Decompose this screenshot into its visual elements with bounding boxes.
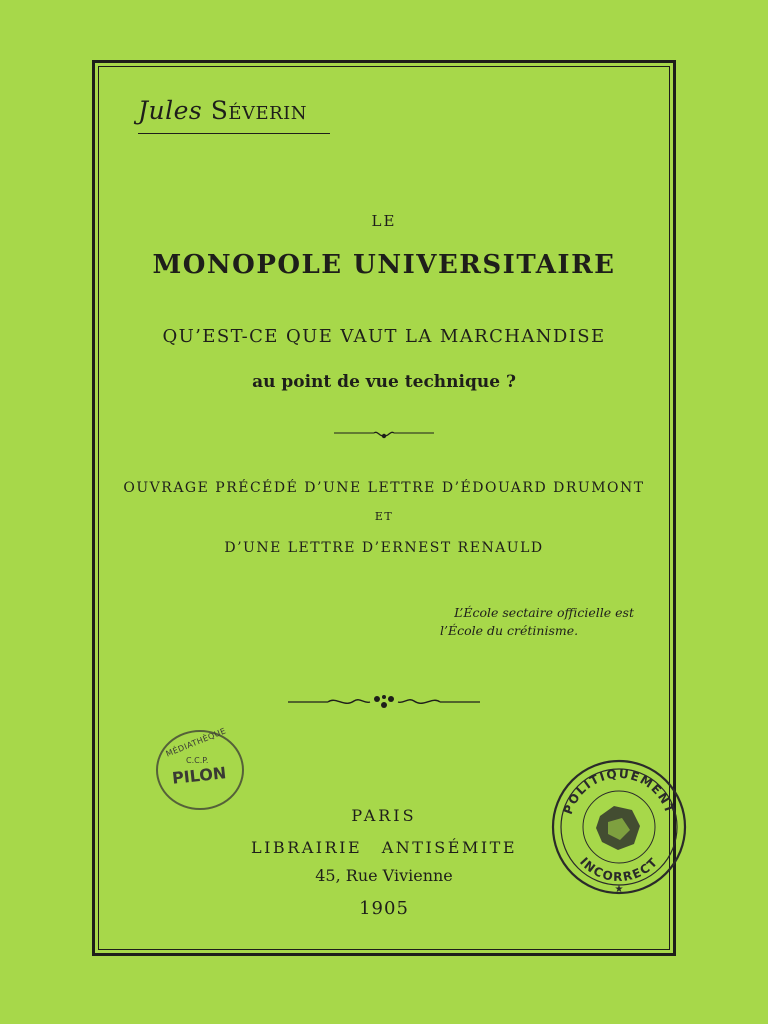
- stamp-main-text: PILON: [171, 763, 228, 788]
- publisher-word-2: ANTISÉMITE: [381, 838, 517, 857]
- svg-text:INCORRECT: [577, 855, 661, 885]
- stamp-middle-text: C.C.P.: [186, 756, 209, 765]
- publisher-word-1: LIBRAIRIE: [250, 838, 363, 857]
- large-ornament-divider: [284, 692, 484, 712]
- author-underline: [138, 133, 330, 134]
- epigraph-line-2: l’École du crétinisme.: [440, 623, 579, 638]
- stamp-seal-icon: [548, 756, 690, 898]
- epigraph-line-1: L’École sectaire officielle est: [454, 605, 634, 620]
- preface-line-1: OUVRAGE PRÉCÉDÉ D’UNE LETTRE D’ÉDOUARD DRUMONT: [123, 480, 645, 496]
- politiquement-incorrect-stamp: [548, 756, 690, 898]
- imprint-city: PARIS: [351, 806, 417, 825]
- book-title: MONOPOLE UNIVERSITAIRE: [152, 250, 616, 280]
- subtitle-line-1: QU’EST-CE QUE VAUT LA MARCHANDISE: [162, 326, 606, 347]
- epigraph: [440, 604, 640, 640]
- preface-line-2: D’UNE LETTRE D’ERNEST RENAULD: [224, 540, 544, 556]
- author-first-name: Jules: [138, 96, 203, 125]
- imprint-year: 1905: [359, 898, 409, 919]
- stamp-top-text: POLITIQUEMENT: [560, 766, 678, 817]
- subtitle-line-2: au point de vue technique ?: [252, 372, 516, 392]
- author-name: [138, 96, 307, 125]
- small-ornament-divider: [330, 426, 438, 442]
- mediatheque-stamp: [154, 728, 246, 812]
- imprint-address: 45, Rue Vivienne: [315, 866, 453, 885]
- preface-conjunction: ET: [374, 510, 394, 523]
- svg-text:★: ★: [614, 884, 624, 895]
- author-last-name: Séverin: [210, 96, 308, 125]
- stamp-bottom-text: INCORRECT: [577, 854, 661, 885]
- title-article: LE: [371, 212, 397, 230]
- stamp-top-text: MÉDIATHÈQUE: [164, 726, 228, 759]
